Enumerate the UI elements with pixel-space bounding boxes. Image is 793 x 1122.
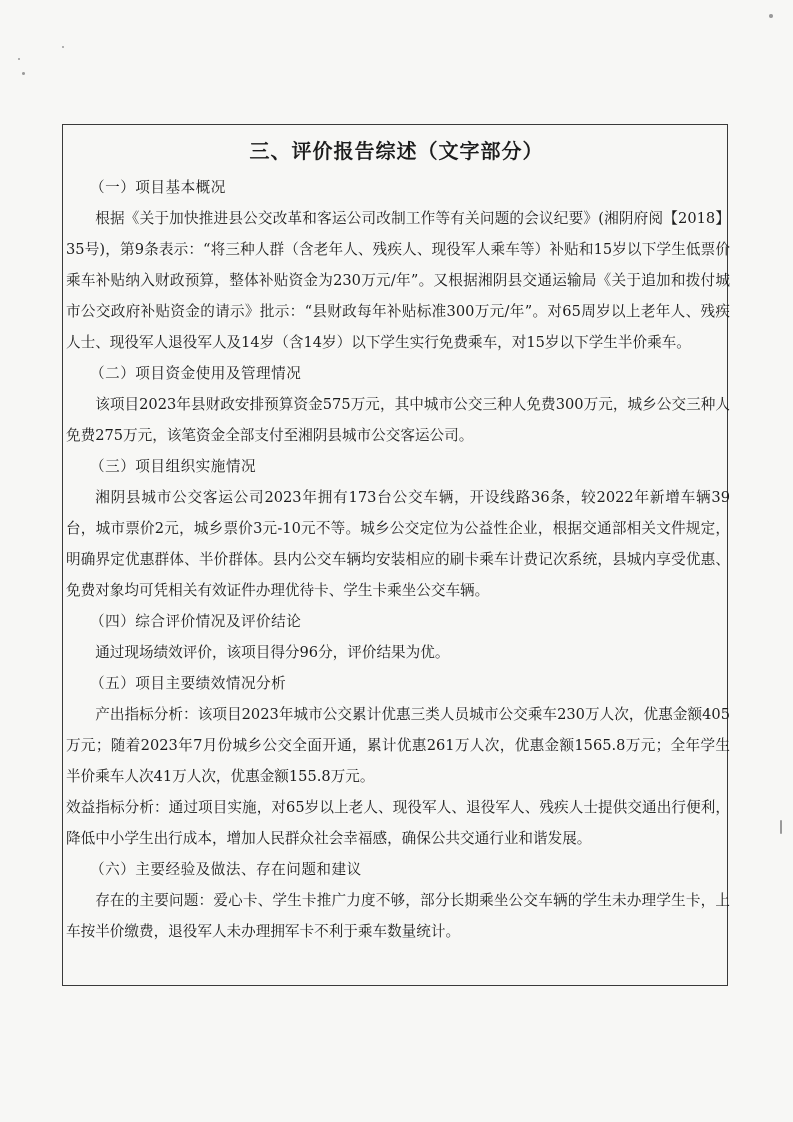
section-heading-2: （二）项目资金使用及管理情况	[90, 365, 302, 382]
section-heading-1: （一）项目基本概况	[90, 179, 226, 196]
section-5-output-analysis: 产出指标分析：该项目2023年城市公交累计优惠三类人员城市公交乘车230万人次，优惠金额405万元；随着2023年7月份城乡公交全面开通，累计优惠261万人次，优惠金额1565.8万元；全年学生半价乘车人次41万人次，优惠金额155.8万元。	[66, 706, 730, 785]
report-content	[66, 172, 730, 947]
scan-speck	[22, 72, 25, 75]
section-6-paragraph: 存在的主要问题：爱心卡、学生卡推广力度不够，部分长期乘坐公交车辆的学生未办理学生卡，上车按半价缴费，退役军人未办理拥军卡不利于乘车数量统计。	[66, 892, 730, 940]
section-heading-5: （五）项目主要绩效情况分析	[90, 675, 287, 692]
scan-speck	[780, 820, 782, 834]
section-3-paragraph: 湘阴县城市公交客运公司2023年拥有173台公交车辆，开设线路36条，较2022年新增车辆39台，城市票价2元，城乡票价3元-10元不等。城乡公交定位为公益性企业，根据交通部相关文件规定，明确界定优惠群体、半价群体。县内公交车辆均安装相应的刷卡乘车计费记次系统，县城内享受优惠、免费对象均可凭相关有效证件办理优待卡、学生卡乘坐公交车辆。	[66, 489, 730, 599]
section-heading-4: （四）综合评价情况及评价结论	[90, 613, 302, 630]
section-2-paragraph: 该项目2023年县财政安排预算资金575万元，其中城市公交三种人免费300万元，城乡公交三种人免费275万元，该笔资金全部支付至湘阴县城市公交客运公司。	[66, 396, 730, 444]
section-5-benefit-analysis: 效益指标分析：通过项目实施，对65岁以上老人、现役军人、退役军人、残疾人士提供交通出行便利，降低中小学生出行成本，增加人民群众社会幸福感，确保公共交通行业和谐发展。	[66, 799, 730, 847]
section-4-paragraph: 通过现场绩效评价，该项目得分96分，评价结果为优。	[95, 644, 450, 661]
scan-speck	[769, 14, 773, 18]
section-heading-6: （六）主要经验及做法、存在问题和建议	[90, 861, 362, 878]
section-heading-3: （三）项目组织实施情况	[90, 458, 257, 475]
scan-speck	[18, 58, 20, 60]
page-title: 三、评价报告综述（文字部分）	[249, 139, 544, 163]
section-1-paragraph: 根据《关于加快推进县公交改革和客运公司改制工作等有关问题的会议纪要》(湘阴府阅【2018】35号)，第9条表示：“将三种人群（含老年人、残疾人、现役军人乘车等）补贴和15岁以下学生低票价乘车补贴纳入财政预算，整体补贴资金为230万元/年”。又根据湘阴县交通运输局《关于追加和拨付城市公交政府补贴资金的请示》批示：“县财政每年补贴标准300万元/年”。对65周岁以上老年人、残疾人士、现役军人退役军人及14岁（含14岁）以下学生实行免费乘车，对15岁以下学生半价乘车。	[66, 210, 730, 351]
scan-speck	[62, 46, 64, 48]
